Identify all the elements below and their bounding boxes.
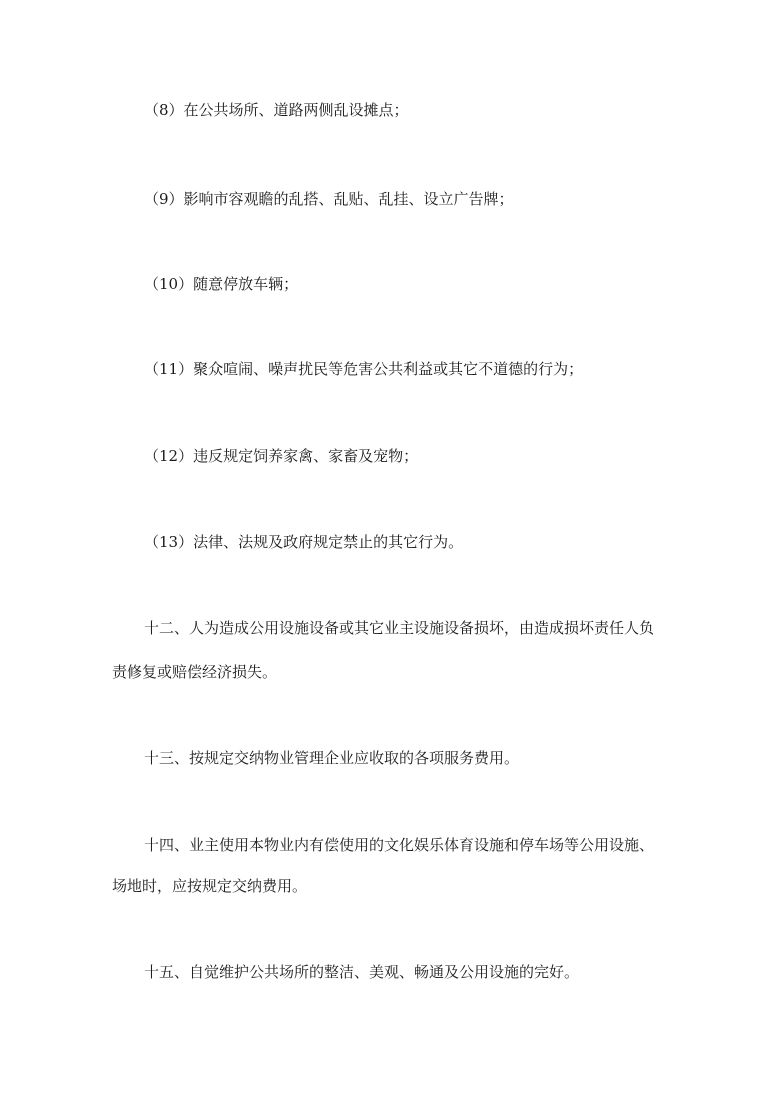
clause-14-line-2: 场地时，应按规定交纳费用。 — [112, 877, 308, 895]
clause-12-line-1: 十二、人为造成公用设施设备或其它业主设施设备损坏，由造成损坏责任人负 — [144, 619, 655, 637]
list-item-8: （8）在公共场所、道路两侧乱设摊点； — [144, 101, 409, 119]
clause-15: 十五、自觉维护公共场所的整洁、美观、畅通及公用设施的完好。 — [144, 963, 580, 981]
list-item-11: （11）聚众喧闹、噪声扰民等危害公共利益或其它不道德的行为； — [144, 360, 584, 378]
clause-14-line-1: 十四、业主使用本物业内有偿使用的文化娱乐体育设施和停车场等公用设施、 — [144, 836, 655, 854]
list-item-9: （9）影响市容观瞻的乱搭、乱贴、乱挂、设立广告牌； — [144, 190, 514, 208]
list-item-12: （12）违反规定饲养家禽、家畜及宠物； — [144, 447, 419, 465]
clause-13: 十三、按规定交纳物业管理企业应收取的各项服务费用。 — [144, 749, 520, 767]
list-item-10: （10）随意停放车辆； — [144, 275, 299, 293]
list-item-13: （13）法律、法规及政府规定禁止的其它行为。 — [144, 533, 464, 551]
clause-12-line-2: 责修复或赔偿经济损失。 — [112, 663, 278, 681]
